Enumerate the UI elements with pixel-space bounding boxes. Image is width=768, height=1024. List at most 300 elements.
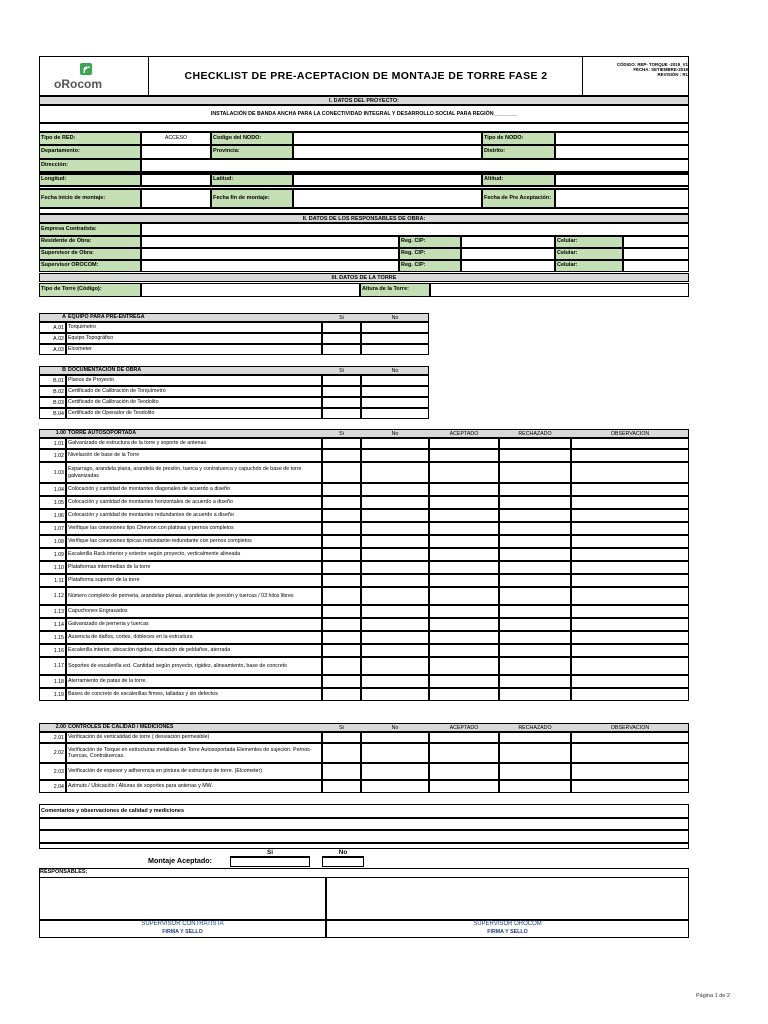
si-cell[interactable] xyxy=(322,780,361,793)
no-cell[interactable] xyxy=(361,780,429,793)
right-signature-sub: FIRMA Y SELLO xyxy=(487,929,528,935)
section-1-si-header: Si xyxy=(339,430,344,437)
rechazado-cell[interactable] xyxy=(499,561,571,574)
observacion-cell[interactable] xyxy=(571,509,689,522)
no-cell[interactable] xyxy=(361,535,429,548)
montaje-si-box[interactable] xyxy=(230,857,310,867)
document-title: CHECKLIST DE PRE-ACEPTACION DE MONTAJE DE TORRE FASE 2 xyxy=(150,57,583,95)
table-row xyxy=(39,322,429,333)
item-text: Ausencia de daños, cortes, dobleces en la estructura xyxy=(66,631,322,644)
si-cell[interactable] xyxy=(322,688,361,701)
table-row xyxy=(39,462,689,483)
page-number: Página 1 de 2 xyxy=(696,993,730,999)
residente-field[interactable] xyxy=(141,236,399,248)
left-signature-title: SUPERVISOR CONTRATISTA xyxy=(141,921,224,927)
no-cell[interactable] xyxy=(361,631,429,644)
left-signature-sub: FIRMA Y SELLO xyxy=(162,929,203,935)
aceptado-cell[interactable] xyxy=(429,631,499,644)
item-code: 2.01 xyxy=(39,732,66,743)
item-text: Bases de concreto de escalerillas firmes, talladas y sin defectos xyxy=(66,688,322,701)
celular-field[interactable] xyxy=(623,236,689,248)
celular-label: Celular: xyxy=(555,248,623,260)
supervisor-label: Supervisor de Obra: xyxy=(39,248,141,260)
si-cell[interactable] xyxy=(322,522,361,535)
no-cell[interactable] xyxy=(361,386,429,397)
no-cell[interactable] xyxy=(361,496,429,509)
no-cell[interactable] xyxy=(361,688,429,701)
provincia-label: Provincia: xyxy=(211,145,293,159)
no-cell[interactable] xyxy=(361,483,429,496)
logo-text: oRocom xyxy=(54,77,102,91)
item-code: 1.05 xyxy=(39,496,66,509)
project-subtitle: INSTALACIÓN DE BANDA ANCHA PARA LA CONECTIVIDAD INTEGRAL Y DESARROLLO SOCIAL PARA REGIÓN________ xyxy=(39,105,689,123)
rechazado-cell[interactable] xyxy=(499,535,571,548)
table-row xyxy=(39,397,429,408)
no-cell[interactable] xyxy=(361,375,429,386)
item-code: 1.07 xyxy=(39,522,66,535)
section-b-no-header: No xyxy=(391,367,399,374)
altura-torre-field[interactable] xyxy=(430,283,689,297)
table-row xyxy=(39,688,689,701)
aceptado-cell[interactable] xyxy=(429,496,499,509)
supervisor-field[interactable] xyxy=(141,248,399,260)
provincia-field[interactable] xyxy=(293,145,482,159)
rechazado-cell[interactable] xyxy=(499,496,571,509)
table-row xyxy=(39,522,689,535)
item-code: 1.12 xyxy=(39,587,66,605)
item-code: 1.15 xyxy=(39,631,66,644)
item-text: Escalerilla interior, ubicación rigidez, ubicación de peldaños, aterrada xyxy=(66,644,322,657)
comments-line[interactable] xyxy=(39,830,689,843)
si-cell[interactable] xyxy=(322,483,361,496)
rechazado-cell[interactable] xyxy=(499,587,571,605)
aceptado-cell[interactable] xyxy=(429,462,499,483)
item-code: 1.16 xyxy=(39,644,66,657)
si-cell[interactable] xyxy=(322,462,361,483)
observacion-cell[interactable] xyxy=(571,522,689,535)
celular-label: Celular: xyxy=(555,260,623,272)
aceptado-cell[interactable] xyxy=(429,535,499,548)
item-code: 1.01 xyxy=(39,438,66,449)
item-text: Colocación y cantidad de montantes horizontales de acuerdo a diseño xyxy=(66,496,322,509)
latitud-label: Latitud: xyxy=(211,174,293,186)
observacion-cell[interactable] xyxy=(571,483,689,496)
item-text: Esparrago, arandela plana, arandela de presión, tuerca y contratuerca y capuchón de base de torre galvanizadas xyxy=(66,462,322,483)
tipo-red-value[interactable]: ACCESO xyxy=(141,132,211,145)
observacion-cell[interactable] xyxy=(571,438,689,449)
no-cell[interactable] xyxy=(361,587,429,605)
table-row xyxy=(39,574,689,587)
item-text: Certificado de Calibración de Torquímetro xyxy=(66,386,322,397)
meta-date: FECHA: SETIEMBRE-2019 xyxy=(633,67,688,72)
no-cell[interactable] xyxy=(361,561,429,574)
aceptado-cell[interactable] xyxy=(429,763,499,780)
section-a-si-header: Si xyxy=(339,314,344,321)
no-cell[interactable] xyxy=(361,732,429,743)
reg-cip-field[interactable] xyxy=(461,248,555,260)
observacion-cell[interactable] xyxy=(571,496,689,509)
item-code: 2.02 xyxy=(39,743,66,763)
section-2-code: 2.00 xyxy=(55,724,66,730)
rechazado-cell[interactable] xyxy=(499,743,571,763)
rechazado-cell[interactable] xyxy=(499,548,571,561)
section-2-no-header: No xyxy=(391,724,399,731)
observacion-cell[interactable] xyxy=(571,535,689,548)
no-cell[interactable] xyxy=(361,522,429,535)
item-text: Torquimetro xyxy=(66,322,322,333)
aceptado-cell[interactable] xyxy=(429,483,499,496)
altitud-label: Altitud: xyxy=(482,174,555,186)
si-cell[interactable] xyxy=(322,333,361,344)
si-cell[interactable] xyxy=(322,763,361,780)
aceptado-cell[interactable] xyxy=(429,548,499,561)
observacion-cell[interactable] xyxy=(571,732,689,743)
empresa-label: Empresa Contratista: xyxy=(39,223,141,236)
longitud-label: Longitud: xyxy=(39,174,141,186)
rechazado-cell[interactable] xyxy=(499,522,571,535)
rechazado-cell[interactable] xyxy=(499,574,571,587)
si-cell[interactable] xyxy=(322,561,361,574)
codigo-nodo-label: Codigo del NODO: xyxy=(211,132,293,145)
observacion-cell[interactable] xyxy=(571,644,689,657)
section-b-title: DOCUMENTACION DE OBRA xyxy=(68,367,142,373)
si-cell[interactable] xyxy=(322,675,361,688)
si-cell[interactable] xyxy=(322,375,361,386)
no-cell[interactable] xyxy=(361,644,429,657)
si-cell[interactable] xyxy=(322,605,361,618)
rechazado-cell[interactable] xyxy=(499,509,571,522)
section-tower-heading: III. DATOS DE LA TORRE xyxy=(39,273,689,282)
section-2-observacion-header: OBSERVACION xyxy=(610,724,650,731)
montaje-no-box[interactable] xyxy=(322,857,364,867)
latitud-field[interactable] xyxy=(293,174,482,186)
section-b-code: B xyxy=(62,367,66,373)
observacion-cell[interactable] xyxy=(571,743,689,763)
montaje-si-option[interactable]: Si xyxy=(230,849,310,857)
item-text: Colocación y cantidad de montantes diagonales de acuerdo a diseño xyxy=(66,483,322,496)
observacion-cell[interactable] xyxy=(571,462,689,483)
item-text: Colocación y cantidad de montantes redundantes de acuerdo a diseño xyxy=(66,509,322,522)
item-code: 1.19 xyxy=(39,688,66,701)
aceptado-cell[interactable] xyxy=(429,449,499,462)
section-1-title: TORRE AUTOSOPORTADA xyxy=(68,430,137,436)
item-code: B.02 xyxy=(39,386,66,397)
table-row xyxy=(39,483,689,496)
si-cell[interactable] xyxy=(322,344,361,355)
table-row xyxy=(39,763,689,780)
si-cell[interactable] xyxy=(322,449,361,462)
item-text: Galvanizado de estructura de la torre y soporte de antenas xyxy=(66,438,322,449)
si-cell[interactable] xyxy=(322,644,361,657)
tipo-torre-field[interactable] xyxy=(141,283,360,297)
table-row xyxy=(39,561,689,574)
rechazado-cell[interactable] xyxy=(499,618,571,631)
aceptado-cell[interactable] xyxy=(429,743,499,763)
rechazado-cell[interactable] xyxy=(499,688,571,701)
no-cell[interactable] xyxy=(361,657,429,675)
item-text: Verificación de verticalidad de torre ( desviación permesible) xyxy=(66,732,322,743)
aceptado-cell[interactable] xyxy=(429,605,499,618)
rechazado-cell[interactable] xyxy=(499,631,571,644)
item-code: A.01 xyxy=(39,322,66,333)
table-row xyxy=(39,449,689,462)
si-cell[interactable] xyxy=(322,631,361,644)
departamento-field[interactable] xyxy=(141,145,211,159)
supervisor-orocom-field[interactable] xyxy=(141,260,399,272)
item-code: A.02 xyxy=(39,333,66,344)
item-code: A.03 xyxy=(39,344,66,355)
tipo-nodo-field[interactable] xyxy=(555,132,689,145)
table-row xyxy=(39,780,689,793)
rechazado-cell[interactable] xyxy=(499,732,571,743)
aceptado-cell[interactable] xyxy=(429,618,499,631)
item-text: Nivelación de base de la Torre xyxy=(66,449,322,462)
observacion-cell[interactable] xyxy=(571,548,689,561)
si-cell[interactable] xyxy=(322,386,361,397)
meta-code: CÓDIGO: REP- TORQUE -2019_V1 xyxy=(616,62,688,67)
observacion-cell[interactable] xyxy=(571,449,689,462)
si-cell[interactable] xyxy=(322,509,361,522)
aceptado-cell[interactable] xyxy=(429,732,499,743)
item-text: Verifique las conexiones tipicas redundante-redundante con pernos completos xyxy=(66,535,322,548)
no-cell[interactable] xyxy=(361,449,429,462)
si-cell[interactable] xyxy=(322,397,361,408)
si-cell[interactable] xyxy=(322,574,361,587)
no-cell[interactable] xyxy=(361,548,429,561)
observacion-cell[interactable] xyxy=(571,688,689,701)
item-code: 1.02 xyxy=(39,449,66,462)
table-row xyxy=(39,509,689,522)
montaje-aceptado-label: Montaje Aceptado: xyxy=(148,856,213,865)
observacion-cell[interactable] xyxy=(571,587,689,605)
altura-torre-label: Altura de la Torre: xyxy=(360,283,430,297)
si-cell[interactable] xyxy=(322,322,361,333)
aceptado-cell[interactable] xyxy=(429,574,499,587)
montaje-no-option[interactable]: No xyxy=(322,849,364,857)
item-text: Escalerilla Rack interior y exterior según proyecto, verticalmente alineada xyxy=(66,548,322,561)
fecha-pre-field[interactable] xyxy=(555,189,689,208)
table-row xyxy=(39,548,689,561)
rechazado-cell[interactable] xyxy=(499,675,571,688)
residente-label: Residente de Obra: xyxy=(39,236,141,248)
item-text: Capuchones Engrasados xyxy=(66,605,322,618)
codigo-nodo-field[interactable] xyxy=(293,132,482,145)
rechazado-cell[interactable] xyxy=(499,780,571,793)
item-text: Soportes de escalerilla ext. Cantidad según proyecto, rigidez, alineamiento, base de concreto xyxy=(66,657,322,675)
distrito-label: Distrito: xyxy=(482,145,555,159)
observacion-cell[interactable] xyxy=(571,657,689,675)
item-text: Número completo de perneria, arandelas planas, arandelas de presión y tuercas / 03 hilos libres xyxy=(66,587,322,605)
table-row xyxy=(39,644,689,657)
comments-line[interactable] xyxy=(39,818,689,830)
si-cell[interactable] xyxy=(322,408,361,419)
reg-cip-label: Reg. CIP: xyxy=(399,248,461,260)
table-row xyxy=(39,732,689,743)
item-text: Azimuts / Ubicación / Alturas de soportes para antenas y MW. xyxy=(66,780,322,793)
comments-line[interactable] xyxy=(39,843,689,849)
responsibles-grid xyxy=(39,223,689,272)
item-text: Plataforma superior de la torre xyxy=(66,574,322,587)
rechazado-cell[interactable] xyxy=(499,763,571,780)
meta-revision: REVISIÓN : R1 xyxy=(657,72,688,77)
no-cell[interactable] xyxy=(361,605,429,618)
section-responsibles-heading: II. DATOS DE LOS RESPONSABLES DE OBRA: xyxy=(39,214,689,223)
direccion-field[interactable] xyxy=(141,159,689,172)
section-1-rechazado-header: RECHAZADO xyxy=(518,430,552,437)
no-cell[interactable] xyxy=(361,509,429,522)
no-cell[interactable] xyxy=(361,574,429,587)
fecha-fin-field[interactable] xyxy=(293,189,482,208)
rechazado-cell[interactable] xyxy=(499,462,571,483)
table-row xyxy=(39,605,689,618)
item-code: B.01 xyxy=(39,375,66,386)
section-1-observacion-header: OBSERVACION xyxy=(610,430,650,437)
item-code: 1.08 xyxy=(39,535,66,548)
rechazado-cell[interactable] xyxy=(499,605,571,618)
comments-label: Comentarios y observaciones de calidad y mediciones xyxy=(39,804,689,818)
item-code: 2.03 xyxy=(39,763,66,780)
si-cell[interactable] xyxy=(322,743,361,763)
item-code: 1.03 xyxy=(39,462,66,483)
si-cell[interactable] xyxy=(322,548,361,561)
reg-cip-label: Reg. CIP: xyxy=(399,260,461,272)
aceptado-cell[interactable] xyxy=(429,561,499,574)
section-b-si-header: Si xyxy=(339,367,344,374)
table-row xyxy=(39,743,689,763)
observacion-cell[interactable] xyxy=(571,763,689,780)
fecha-pre-label: Fecha de Pre Aceptación: xyxy=(482,189,555,208)
left-signature-area[interactable] xyxy=(39,877,326,920)
section-a-title: EQUIPO PARA PRE-ENTREGA xyxy=(68,314,145,320)
fecha-inicio-field[interactable] xyxy=(141,189,211,208)
si-cell[interactable] xyxy=(322,438,361,449)
direccion-label: Dirección: xyxy=(39,159,141,172)
item-text: Aterramiento de patas de la torre. xyxy=(66,675,322,688)
no-cell[interactable] xyxy=(361,763,429,780)
section-2-aceptado-header: ACEPTADO xyxy=(449,724,479,731)
item-code: 1.18 xyxy=(39,675,66,688)
si-cell[interactable] xyxy=(322,587,361,605)
item-code: 1.17 xyxy=(39,657,66,675)
item-text: Elcometer xyxy=(66,344,322,355)
si-cell[interactable] xyxy=(322,732,361,743)
document-meta xyxy=(584,62,688,77)
si-cell[interactable] xyxy=(322,496,361,509)
table-row xyxy=(39,408,429,419)
item-code: 1.09 xyxy=(39,548,66,561)
aceptado-cell[interactable] xyxy=(429,688,499,701)
table-row xyxy=(39,657,689,675)
item-text: Galvanizado de perneria y tuercas xyxy=(66,618,322,631)
table-row xyxy=(39,618,689,631)
right-signature-area[interactable] xyxy=(326,877,689,920)
reg-cip-field[interactable] xyxy=(461,260,555,272)
item-code: 1.11 xyxy=(39,574,66,587)
aceptado-cell[interactable] xyxy=(429,522,499,535)
item-text: Verificación de Torque en estructuras metálicas de Torre Autosoportada Elementos de sujeción: Pernos-Tuercas, Contratuercas. xyxy=(66,743,322,763)
celular-field[interactable] xyxy=(623,248,689,260)
no-cell[interactable] xyxy=(361,333,429,344)
item-text: Plataformas intermedias de la torre xyxy=(66,561,322,574)
si-cell[interactable] xyxy=(322,535,361,548)
si-cell[interactable] xyxy=(322,657,361,675)
table-row xyxy=(39,333,429,344)
aceptado-cell[interactable] xyxy=(429,587,499,605)
rechazado-cell[interactable] xyxy=(499,483,571,496)
item-code: 1.10 xyxy=(39,561,66,574)
observacion-cell[interactable] xyxy=(571,780,689,793)
observacion-cell[interactable] xyxy=(571,675,689,688)
aceptado-cell[interactable] xyxy=(429,644,499,657)
departamento-label: Departamento: xyxy=(39,145,141,159)
table-row xyxy=(39,631,689,644)
no-cell[interactable] xyxy=(361,438,429,449)
reg-cip-label: Reg. CIP: xyxy=(399,236,461,248)
aceptado-cell[interactable] xyxy=(429,438,499,449)
reg-cip-field[interactable] xyxy=(461,236,555,248)
no-cell[interactable] xyxy=(361,344,429,355)
no-cell[interactable] xyxy=(361,397,429,408)
rechazado-cell[interactable] xyxy=(499,449,571,462)
table-row xyxy=(39,496,689,509)
company-logo xyxy=(40,57,149,95)
table-row xyxy=(39,675,689,688)
observacion-cell[interactable] xyxy=(571,618,689,631)
item-text: Certificado de Calibración de Teodolito xyxy=(66,397,322,408)
observacion-cell[interactable] xyxy=(571,561,689,574)
item-code: B.03 xyxy=(39,397,66,408)
observacion-cell[interactable] xyxy=(571,605,689,618)
section-a-code: A xyxy=(62,314,66,320)
table-row xyxy=(39,344,429,355)
empresa-field[interactable] xyxy=(141,223,689,236)
project-grid xyxy=(39,132,689,208)
no-cell[interactable] xyxy=(361,322,429,333)
no-cell[interactable] xyxy=(361,618,429,631)
aceptado-cell[interactable] xyxy=(429,657,499,675)
tipo-nodo-label: Tipo de NODO: xyxy=(482,132,555,145)
aceptado-cell[interactable] xyxy=(429,675,499,688)
altitud-field[interactable] xyxy=(555,174,689,186)
celular-label: Celular: xyxy=(555,236,623,248)
table-row xyxy=(39,375,429,386)
si-cell[interactable] xyxy=(322,618,361,631)
item-code: 1.06 xyxy=(39,509,66,522)
rechazado-cell[interactable] xyxy=(499,438,571,449)
rechazado-cell[interactable] xyxy=(499,644,571,657)
observacion-cell[interactable] xyxy=(571,574,689,587)
longitud-field[interactable] xyxy=(141,174,211,186)
fecha-fin-label: Fecha fin de montaje: xyxy=(211,189,293,208)
no-cell[interactable] xyxy=(361,743,429,763)
no-cell[interactable] xyxy=(361,408,429,419)
celular-field[interactable] xyxy=(623,260,689,272)
section-a-no-header: No xyxy=(391,314,399,321)
section-1-code: 1.00 xyxy=(55,430,66,436)
aceptado-cell[interactable] xyxy=(429,509,499,522)
rechazado-cell[interactable] xyxy=(499,657,571,675)
item-code: 2.04 xyxy=(39,780,66,793)
section-1-no-header: No xyxy=(391,430,399,437)
observacion-cell[interactable] xyxy=(571,631,689,644)
no-cell[interactable] xyxy=(361,675,429,688)
table-row xyxy=(39,587,689,605)
distrito-field[interactable] xyxy=(555,145,689,159)
section-2-title: CONTROLES DE CALIDAD / MEDICIONES xyxy=(68,724,174,730)
no-cell[interactable] xyxy=(361,462,429,483)
aceptado-cell[interactable] xyxy=(429,780,499,793)
item-text: Verificación de espesor y adherencia en pintura de estructura de torre. (Elcometer) xyxy=(66,763,322,780)
